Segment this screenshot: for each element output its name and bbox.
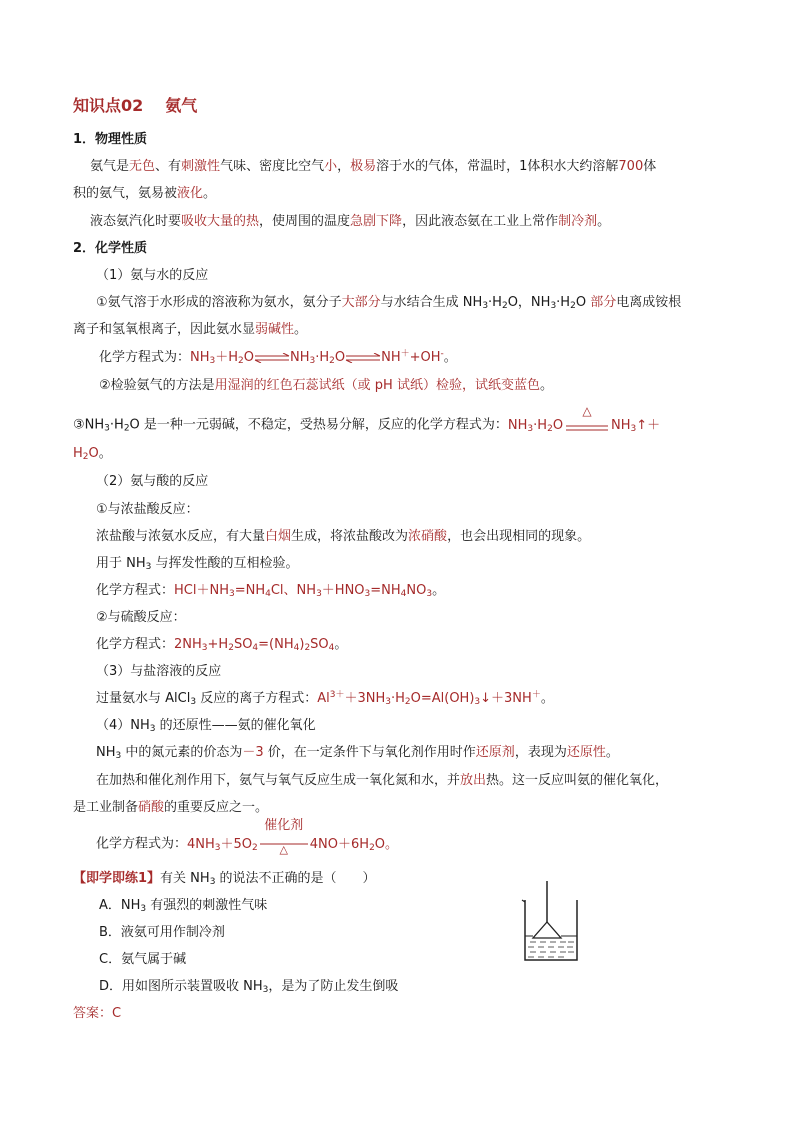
paragraph-decompose: $③NH_3\cdot H_2O$ 是一种一元弱碱，不稳定，受热易分解，反应的化学方程式为：$NH_3\cdot H_2O$ △ $NH_3↑+$ [73, 412, 660, 438]
exercise-question: 【即学即练1】有关 $NH_3$ 的说法不正确的是（ ） [73, 871, 376, 887]
heading-chemical: 2．化学性质 [73, 241, 148, 256]
paragraph-detection: ②检验氨气的方法是用湿润的红色石蕊试纸（或 pH 试纸）检验，试纸变蓝色。 [99, 378, 553, 393]
option-c[interactable]: C．氨气属于碱 [99, 952, 187, 967]
exercise-tag: 【即学即练1】 [73, 871, 161, 886]
paragraph-catalytic: 在加热和催化剂作用下，氨气与氧气反应生成一氧化氮和水，并放出热。这一反应叫氨的催化氧化， [96, 773, 669, 788]
paragraph-mutual-test: 用于 $NH_3$ 与挥发性酸的互相检验。 [96, 556, 299, 572]
equation-alcl3: 过量氨水与 AlCl$_3$ 反应的离子方程式：$Al^{3+}+3NH_3\cdot H_2O=Al(OH)_3↓+3NH^+$。 [96, 690, 554, 707]
paragraph-water-1b: 离子和氢氧根离子，因此氨水显弱碱性。 [73, 322, 308, 337]
answer: 答案：C [73, 1006, 122, 1021]
paragraph-physical-1b: 积的氨气，氨易被液化。 [73, 186, 217, 201]
subheading-reducing: $(4)NH_3$ 的还原性——氨的催化氧化 [96, 718, 316, 734]
section-number: 知识点02 [73, 96, 144, 115]
option-d[interactable]: D．用如图所示装置吸收 $NH_3$，是为了防止发生倒吸 [99, 979, 399, 995]
subheading-hcl: ①与浓盐酸反应： [96, 502, 199, 517]
catalyst-arrow: 催化剂 △ [264, 818, 304, 856]
paragraph-smoke: 浓盐酸与浓氨水反应，有大量白烟生成，将浓盐酸改为浓硝酸，也会出现相同的现象。 [96, 529, 591, 544]
equilibrium-arrow-2 [345, 353, 381, 363]
subheading-water: （1）氨与水的反应 [96, 268, 209, 283]
equation-catalytic: 化学方程式为：$4NH_3+5O_2$ 催化剂 △ $4NO+6H_2O$。 [96, 818, 399, 856]
section-title [73, 96, 197, 116]
paragraph-valence: $NH_3$ 中的氮元素的价态为－3 价，在一定条件下与氧化剂作用时作还原剂，表现为还原性。 [96, 745, 619, 761]
heat-arrow: △ [582, 404, 592, 418]
paragraph-physical-1: 氨气是无色、有刺激性气味、密度比空气小，极易溶于水的气体，常温时，1体积水大约溶解700体 [90, 159, 657, 174]
equation-hcl: 化学方程式：$HCl+NH_3=NH_4Cl$、$NH_3+HNO_3=NH_4NO_3$。 [96, 583, 446, 599]
equation-sulfuric: 化学方程式：$2NH_3+H_2SO_4=(NH_4)_2SO_4$。 [96, 637, 348, 653]
beaker-funnel-diagram [520, 880, 582, 962]
paragraph-decompose-b: $H_2O$。 [73, 446, 112, 462]
paragraph-catalytic-b: 是工业制备硝酸的重要反应之一。 [73, 800, 269, 815]
section-name: 氨气 [165, 96, 198, 115]
option-a[interactable]: A．$NH_3$ 有强烈的刺激性气味 [99, 898, 268, 914]
equilibrium-arrow [254, 353, 290, 363]
subheading-sulfuric: ②与硫酸反应： [96, 610, 186, 625]
heading-physical: 1．物理性质 [73, 132, 148, 147]
subheading-acid: （2）氨与酸的反应 [96, 474, 209, 489]
option-b[interactable]: B．液氨可用作制冷剂 [99, 925, 225, 940]
paragraph-physical-2: 液态氨汽化时要吸收大量的热，使周围的温度急剧下降，因此液态氨在工业上常作制冷剂。 [90, 214, 611, 229]
equation-water: 化学方程式为：$NH_3+H_2O$ $NH_3\cdot H_2O$ NH＋+OH-。 [99, 349, 457, 366]
paragraph-water-1: ①氨气溶于水形成的溶液称为氨水，氨分子大部分与水结合生成 $NH_3\cdot H_2O$，$NH_3\cdot H_2O$ 部分电离成铵根 [96, 295, 682, 311]
subheading-salt: （3）与盐溶液的反应 [96, 664, 222, 679]
